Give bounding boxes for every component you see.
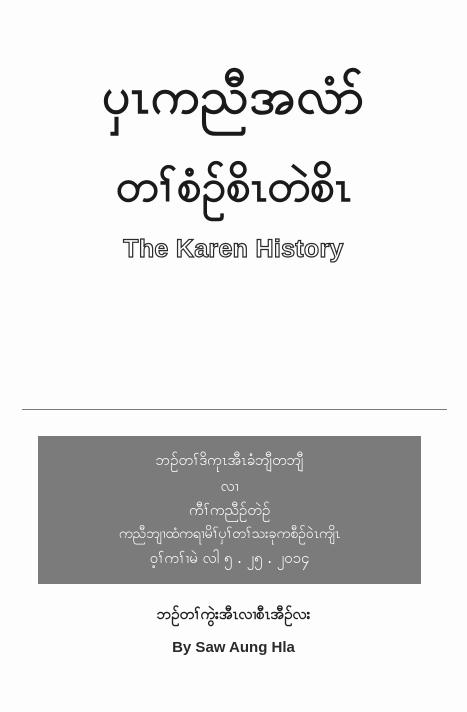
info-line-date: ဝ့ၢ်ကၢ်ၢမဲ လါ ၅ . ၂၅ . ၂၀၁၄ <box>149 549 310 567</box>
author-credit-english: By Saw Aung Hla <box>172 639 295 656</box>
publisher-info-box <box>38 436 421 584</box>
author-credit-burmese: ဘဉ်တၢ်ကွဲးအီၤလၢစီၤအီဉ်လး <box>156 605 311 623</box>
book-title-burmese: ပှၤကညီအလံာ် <box>102 67 365 125</box>
info-line-reprint: ဘဉ်တၢ်ဒိကုၤအီၤခံဘျီတဘျီ <box>155 451 304 469</box>
info-line-committee: ကညီဘျၢထံကရၢမိၢ်ပှၢ်တၢ်သးခုကစီဉ်ဝဲၤကျိၤ <box>118 526 341 542</box>
info-line-by: လၢ <box>220 477 239 495</box>
info-line-organization: ကီၢ်ကညီဉ်တဲဉ် <box>188 501 271 519</box>
book-title-english: The Karen History <box>123 235 344 263</box>
book-subtitle-burmese: တၢ်စံဉ်စိၤတဲစိၤ <box>115 161 352 212</box>
horizontal-divider <box>22 409 447 410</box>
